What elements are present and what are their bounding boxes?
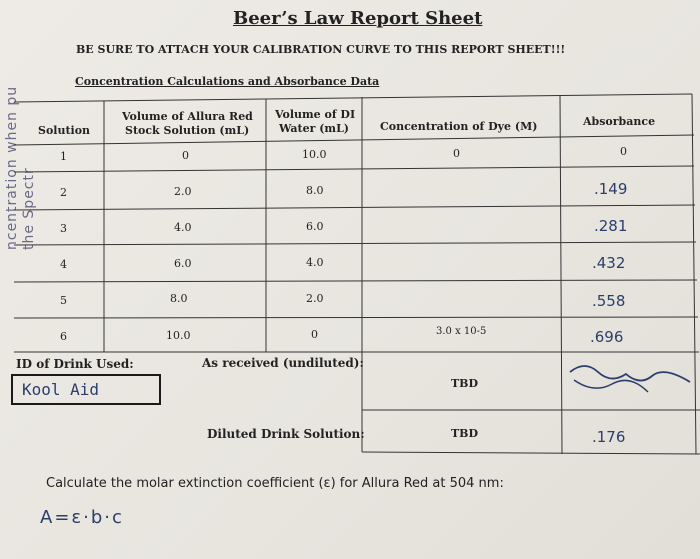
- header-water-line2: Water (mL): [279, 122, 350, 135]
- row1-concentration: 0: [453, 147, 460, 160]
- row6-solution: 6: [60, 330, 67, 343]
- row3-water: 6.0: [306, 220, 324, 233]
- row1-water: 10.0: [302, 148, 327, 161]
- extinction-question: Calculate the molar extinction coefficient (ε) for Allura Red at 504 nm:: [46, 476, 504, 491]
- row3-absorbance: .281: [594, 217, 628, 235]
- header-stock-line2: Stock Solution (mL): [125, 124, 250, 137]
- diluted-label: Diluted Drink Solution:: [207, 427, 365, 441]
- scribble-mark: [570, 366, 690, 382]
- header-concentration: Concentration of Dye (M): [380, 120, 538, 133]
- drink-id-value: Kool Aid: [22, 380, 100, 399]
- row2-stock: 2.0: [174, 185, 192, 198]
- row5-stock: 8.0: [170, 292, 188, 305]
- section-heading: Concentration Calculations and Absorbance Data: [75, 75, 380, 88]
- row1-stock: 0: [182, 149, 189, 162]
- row2-solution: 2: [60, 186, 67, 199]
- handwritten-formula: A=ε·b·c: [40, 507, 124, 528]
- row2-water: 8.0: [306, 184, 324, 197]
- header-solution: Solution: [38, 124, 91, 137]
- diluted-absorbance: .176: [592, 428, 626, 446]
- row4-absorbance: .432: [592, 254, 626, 272]
- row6-concentration: 3.0 x 10-5: [436, 326, 487, 337]
- diluted-concentration: TBD: [451, 427, 479, 440]
- row1-solution: 1: [60, 150, 67, 163]
- scribble-mark: [574, 380, 648, 392]
- margin-note: ncentration when pu the Spectr: [4, 85, 37, 250]
- header-absorbance: Absorbance: [583, 115, 656, 128]
- undiluted-concentration: TBD: [451, 377, 479, 390]
- row4-stock: 6.0: [174, 257, 192, 270]
- row4-water: 4.0: [306, 256, 324, 269]
- row1-absorbance: 0: [620, 145, 627, 158]
- drink-id-label: ID of Drink Used:: [16, 357, 134, 371]
- undiluted-label: As received (undiluted):: [202, 356, 364, 370]
- row4-solution: 4: [60, 258, 67, 271]
- calibration-warning: BE SURE TO ATTACH YOUR CALIBRATION CURVE TO THIS REPORT SHEET!!!: [76, 43, 566, 56]
- row3-solution: 3: [60, 222, 67, 235]
- row5-absorbance: .558: [592, 292, 626, 310]
- row6-stock: 10.0: [166, 329, 191, 342]
- header-stock-line1: Volume of Allura Red: [122, 110, 253, 123]
- row5-solution: 5: [60, 294, 67, 307]
- page-title: Beer’s Law Report Sheet: [233, 8, 483, 29]
- row6-absorbance: .696: [590, 328, 624, 346]
- row3-stock: 4.0: [174, 221, 192, 234]
- row2-absorbance: .149: [594, 180, 628, 198]
- drink-id-field: [11, 374, 161, 405]
- header-water-line1: Volume of DI: [275, 108, 356, 121]
- row5-water: 2.0: [306, 292, 324, 305]
- row6-water: 0: [311, 328, 318, 341]
